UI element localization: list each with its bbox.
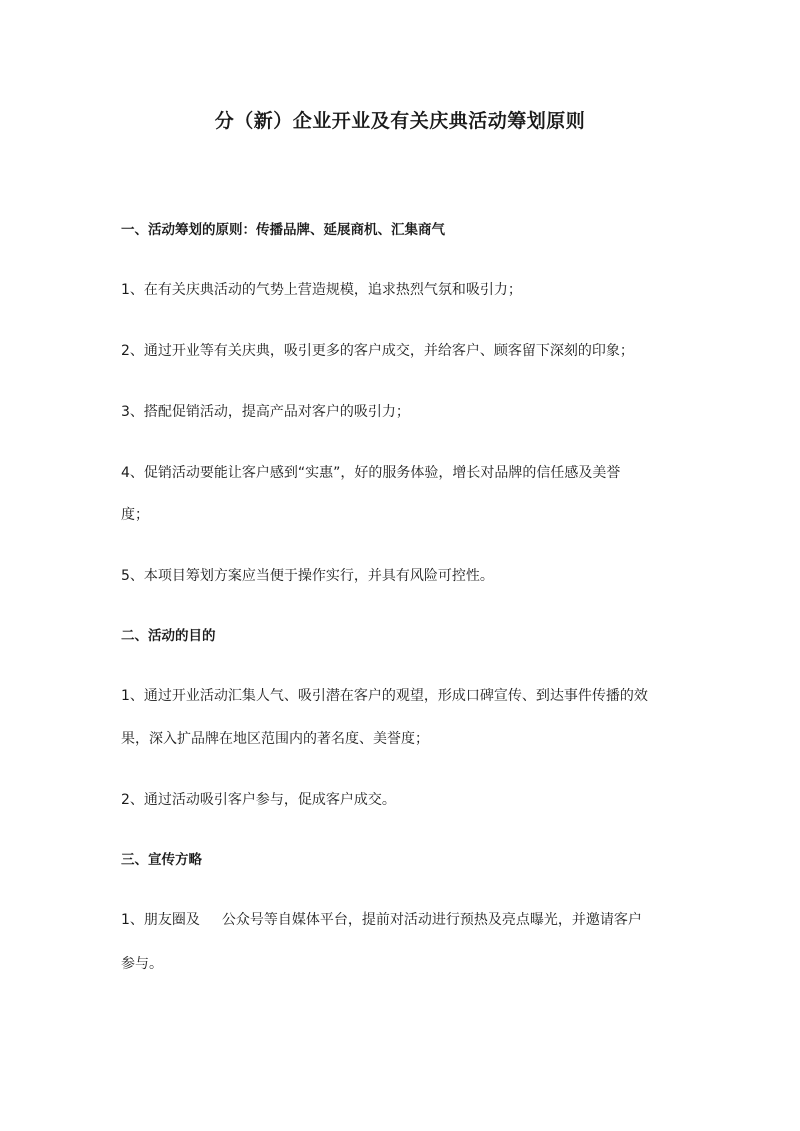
- paragraph-line: 5、本项目筹划方案应当便于操作实行，并具有风险可控性。: [121, 568, 494, 584]
- paragraph-line: 果，深入扩品牌在地区范围内的著名度、美誉度；: [121, 731, 429, 747]
- paragraph-line: 1、通过开业活动汇集人气、吸引潜在客户的观望，形成口碑宣传、到达事件传播的效: [121, 688, 648, 704]
- section-heading: 一、活动筹划的原则：传播品牌、延展商机、汇集商气: [121, 222, 445, 238]
- section-heading: 三、宣传方略: [121, 852, 202, 868]
- paragraph-line: 参与。: [121, 956, 163, 972]
- paragraph-fragment: 1、朋友圈及: [121, 912, 200, 928]
- paragraph-line: 4、促销活动要能让客户感到“实惠”，好的服务体验，增长对品牌的信任感及美誉: [121, 465, 621, 481]
- paragraph-line: 3、搭配促销活动，提高产品对客户的吸引力；: [121, 404, 410, 420]
- paragraph-line: 2、通过活动吸引客户参与，促成客户成交。: [121, 792, 396, 808]
- paragraph-line: 度；: [121, 507, 149, 523]
- document-title: 分（新）企业开业及有关庆典活动筹划原则: [214, 110, 586, 132]
- paragraph-line: 1、在有关庆典活动的气势上营造规模，追求热烈气氛和吸引力；: [121, 282, 522, 298]
- paragraph-line: [121, 910, 691, 930]
- section-heading: 二、活动的目的: [121, 628, 216, 644]
- paragraph-line: 2、通过开业等有关庆典，吸引更多的客户成交，并给客户、顾客留下深刻的印象；: [121, 343, 634, 359]
- paragraph-fragment: 公众号等自媒体平台，提前对活动进行预热及亮点曝光，并邀请客户: [221, 912, 642, 928]
